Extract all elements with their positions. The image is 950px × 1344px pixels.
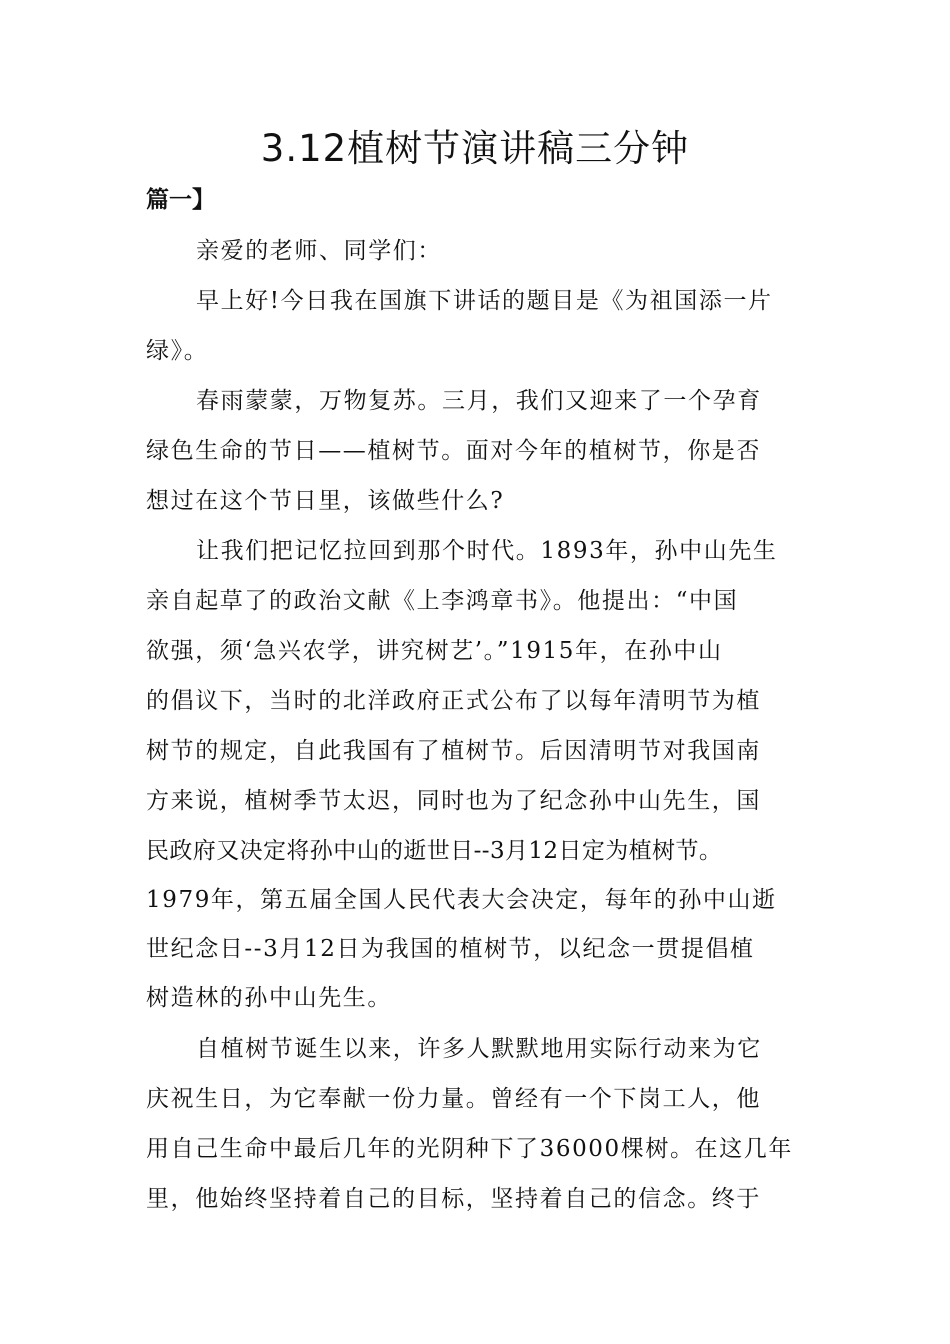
text-line: 让我们把记忆拉回到那个时代。1893年，孙中山先生 [196, 538, 778, 564]
text-line: 亲爱的老师、同学们： [196, 238, 442, 264]
text-line: 想过在这个节日里，该做些什么? [146, 488, 505, 514]
text-line: 方来说，植树季节太迟，同时也为了纪念孙中山先生，国 [146, 788, 761, 814]
text-line: 世纪念日--3月12日为我国的植树节，以纪念一贯提倡植 [146, 936, 755, 962]
text-line: 早上好!今日我在国旗下讲话的题目是《为祖国添一片 [196, 288, 773, 314]
text-line: 亲自起草了的政治文献《上李鸿章书》。他提出：“中国 [146, 588, 739, 614]
text-line: 里，他始终坚持着自己的目标，坚持着自己的信念。终于 [146, 1186, 761, 1212]
text-line: 绿》。 [146, 338, 209, 364]
text-line: 1979年，第五届全国人民代表大会决定，每年的孙中山逝 [146, 887, 777, 913]
text-line: 的倡议下，当时的北洋政府正式公布了以每年清明节为植 [146, 688, 761, 714]
text-line: 树造林的孙中山先生。 [146, 985, 392, 1011]
text-line: 民政府又决定将孙中山的逝世日--3月12日定为植树节。 [146, 838, 723, 864]
text-line: 绿色生命的节日——植树节。面对今年的植树节，你是否 [146, 438, 761, 464]
section-label: 篇一】 [146, 186, 215, 213]
text-line: 庆祝生日，为它奉献一份力量。曾经有一个下岗工人，他 [146, 1086, 761, 1112]
text-line: 树节的规定，自此我国有了植树节。后因清明节对我国南 [146, 738, 761, 764]
document-title: 3.12植树节演讲稿三分钟 [260, 127, 690, 170]
text-line: 欲强，须‘急兴农学，讲究树艺’。”1915年，在孙中山 [146, 638, 723, 664]
text-line: 用自己生命中最后几年的光阴种下了36000棵树。在这几年 [146, 1136, 793, 1162]
text-line: 自植树节诞生以来，许多人默默地用实际行动来为它 [196, 1036, 762, 1062]
text-line: 春雨蒙蒙，万物复苏。三月，我们又迎来了一个孕育 [196, 388, 762, 414]
